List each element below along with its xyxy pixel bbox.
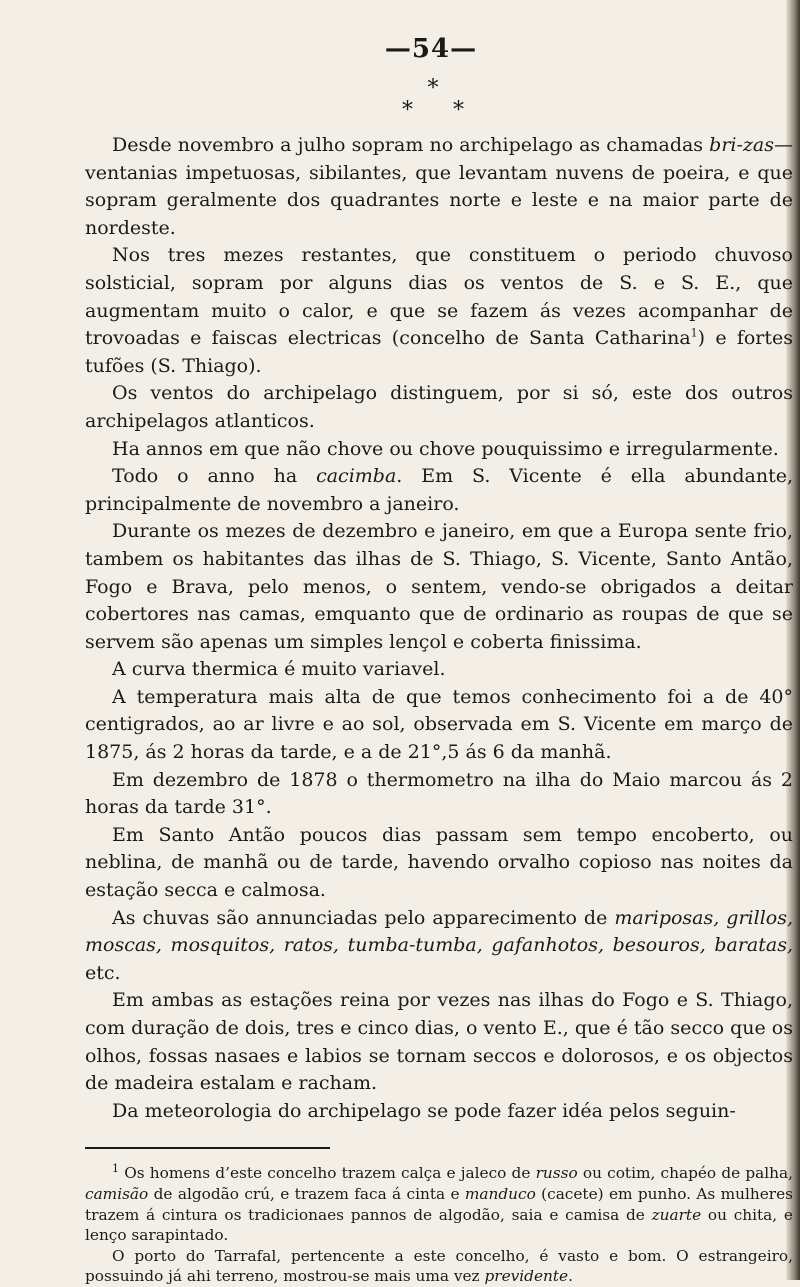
- text-run: (cacete) em punho. As mulheres trazem á cintura os tradicionaes pannos de algodão, saia e camisa de: [85, 1184, 793, 1224]
- text-run: Da meteorologia do archipelago se pode fazer idéa pelos seguin-: [112, 1099, 736, 1122]
- text-run: 1: [690, 326, 698, 340]
- paragraph: [85, 463, 793, 518]
- paragraph: [85, 242, 793, 380]
- text-run: manduco: [464, 1184, 536, 1203]
- text-run: previdente: [484, 1267, 569, 1286]
- ornament-star-top: *: [427, 76, 439, 101]
- paragraph: [85, 518, 793, 656]
- page-number: —54—: [384, 34, 478, 64]
- paragraph: [85, 132, 793, 242]
- section-ornament: [85, 78, 793, 122]
- text-run: Os homens d’este concelho trazem calça e jaleco de: [119, 1164, 536, 1183]
- book-page: [85, 34, 793, 1287]
- ornament-star-left: *: [402, 98, 413, 123]
- footnote: [85, 1246, 793, 1287]
- paragraph: [85, 822, 793, 905]
- text-run: camisão: [85, 1184, 149, 1203]
- paragraph: [85, 1098, 793, 1126]
- footnote: [85, 1163, 793, 1245]
- text-run: Todo o anno ha: [112, 465, 317, 488]
- paragraph: [85, 380, 793, 435]
- text-run: Nos tres mezes restantes, que constituem o periodo chuvoso solsticial, sopram por alguns dias os ventos de S. e S. E., que augmentam muito o calor, e que se fazem ás vezes acompanhar de trovoadas e faiscas electricas (concelho de Santa Catharina: [85, 244, 793, 350]
- text-run: mariposas, grillos, moscas, mosquitos, ratos, tumba-tumba, gafanhotos, besouros, baratas,: [85, 906, 793, 957]
- ornament-star-row: [85, 100, 781, 122]
- paragraph: [85, 436, 793, 464]
- text-run: etc.: [85, 961, 121, 984]
- text-run: . Em S. Vicente é ella abundante, principalmente de novembro a janeiro.: [85, 465, 794, 515]
- text-run: Ha annos em que não chove ou chove pouquissimo e irregularmente.: [112, 437, 779, 460]
- text-run: cacimba: [316, 465, 397, 488]
- text-run: .: [568, 1267, 573, 1286]
- text-run: ou cotim, chapéo de palha,: [577, 1164, 793, 1183]
- text-run: Os ventos do archipelago distinguem, por si só, este dos outros archipelagos atlanticos.: [85, 382, 793, 432]
- text-run: As chuvas são annunciadas pelo apparecimento de: [112, 906, 615, 929]
- text-run: A curva thermica é muito variavel.: [112, 658, 446, 681]
- paragraph: [85, 684, 793, 767]
- text-run: ) e fortes tufões (S. Thiago).: [85, 327, 794, 377]
- paragraph: [85, 767, 793, 822]
- ornament-star-right: *: [453, 98, 464, 123]
- body-text: [85, 132, 793, 1125]
- text-run: —ventanias impetuosas, sibilantes, que levantam nuvens de poeira, e que sopram geralmente dos quadrantes norte e leste e na maior parte de nordeste.: [85, 134, 793, 239]
- text-run: Durante os mezes de dezembro e janeiro, em que a Europa sente frio, tambem os habitantes das ilhas de S. Thiago, S. Vicente, Santo Antão, Fogo e Brava, pelo menos, o sentem, vendo-se obrigados a deitar cobertores nas camas, emquanto que de ordinario as roupas de que se servem são apenas um simples lençol e coberta finissima.: [85, 520, 793, 653]
- text-run: O porto do Tarrafal, pertencente a este concelho, é vasto e bom. O estrangeiro, possuindo já ahi terreno, mostrou-se mais uma vez: [85, 1246, 793, 1286]
- text-run: 1: [112, 1162, 119, 1176]
- text-run: A temperatura mais alta de que temos conhecimento foi a de 40° centigrados, ao ar livre e ao sol, observada em S. Vicente em março de 1875, ás 2 horas da tarde, e a de 21°,5 ás 6 da manhã.: [85, 685, 793, 764]
- paragraph: [85, 656, 793, 684]
- paragraph: [85, 987, 793, 1097]
- text-run: Em Santo Antão poucos dias passam sem tempo encoberto, ou neblina, de manhã ou de tarde, havendo orvalho copioso nas noites da estação secca e calmosa.: [85, 823, 793, 902]
- text-run: Desde novembro a julho sopram no archipelago as chamadas: [112, 134, 710, 156]
- text-run: russo: [535, 1164, 578, 1183]
- text-run: de algodão crú, e trazem faca á cinta e: [148, 1184, 465, 1203]
- footnotes: [85, 1163, 793, 1287]
- footnote-separator: [85, 1147, 330, 1149]
- text-run: Em dezembro de 1878 o thermometro na ilha do Maio marcou ás 2 horas da tarde 31°.: [85, 768, 793, 819]
- text-run: bri-: [709, 134, 743, 156]
- text-run: Em ambas as estações reina por vezes nas ilhas do Fogo e S. Thiago, com duração de dois, tres e cinco dias, o vento E., que é tão secco que os olhos, fossas nasaes e labios se tornam seccos e dolorosos, e os objectos de madeira estalam e racham.: [85, 989, 793, 1095]
- text-run: zas: [742, 134, 774, 156]
- text-run: zuarte: [651, 1205, 702, 1224]
- text-run: ou chita, e lenço sarapintado.: [85, 1205, 793, 1245]
- paragraph: [85, 905, 793, 988]
